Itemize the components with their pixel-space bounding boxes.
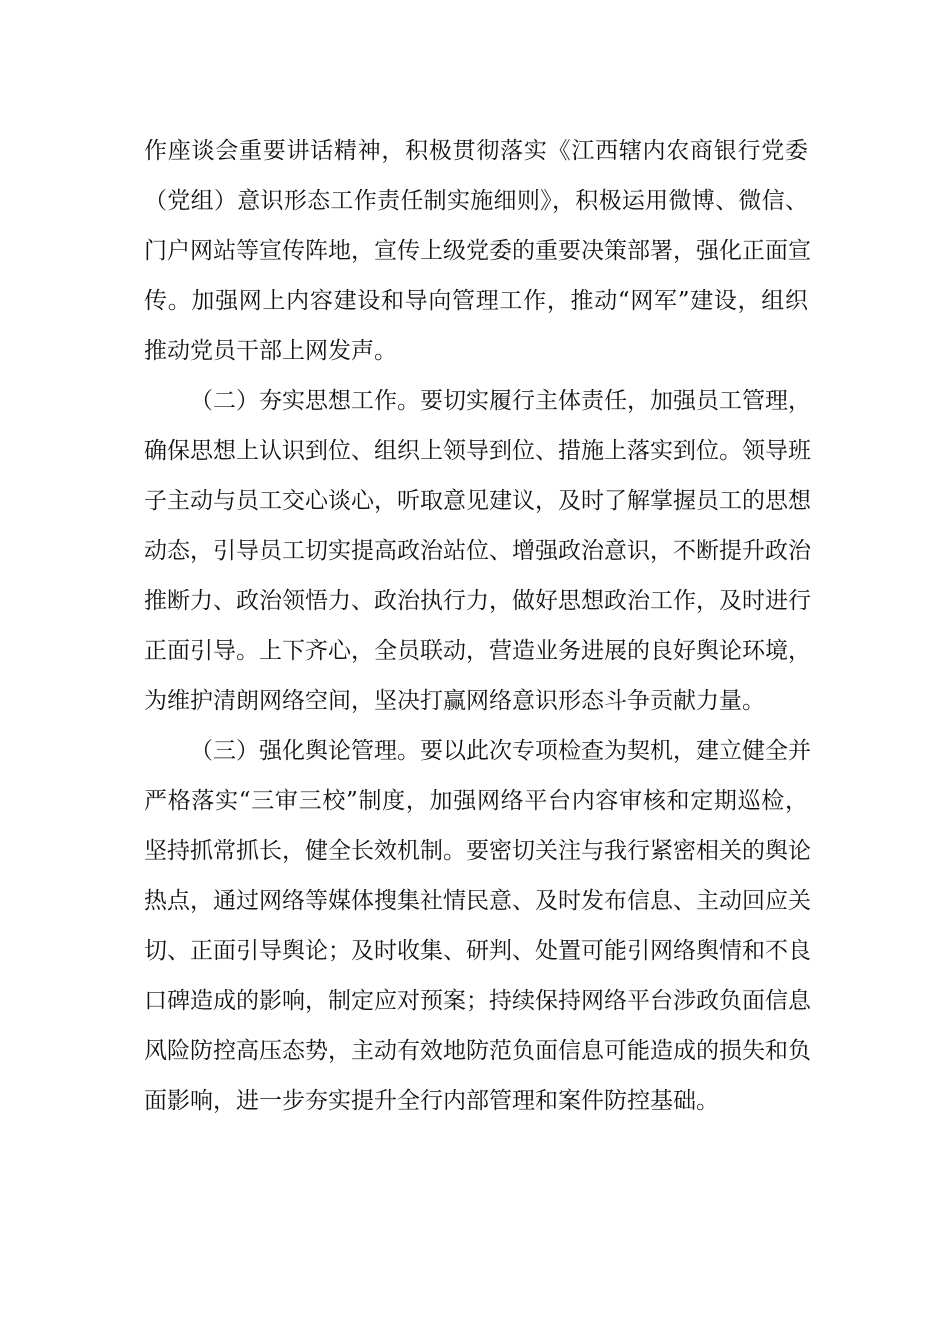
text-line: 推动党员干部上网发声。: [144, 338, 397, 364]
text-line: 推断力、政治领悟力、政治执行力，做好思想政治工作，及时进行: [144, 588, 811, 614]
paragraph-heading-line: （三）强化舆论管理。要以此次专项检查为契机，建立健全并: [190, 738, 811, 764]
text-line: 风险防控高压态势，主动有效地防范负面信息可能造成的损失和负: [144, 1038, 811, 1064]
text-line: 热点，通过网络等媒体搜集社情民意、及时发布信息、主动回应关: [144, 888, 811, 914]
text-line: 为维护清朗网络空间，坚决打赢网络意识形态斗争贡献力量。: [144, 688, 765, 714]
text-line: 面影响，进一步夯实提升全行内部管理和案件防控基础。: [144, 1088, 719, 1114]
text-line: （党组）意识形态工作责任制实施细则》，积极运用微博、微信、: [144, 188, 808, 214]
text-line: 口碑造成的影响，制定应对预案；持续保持网络平台涉政负面信息: [144, 988, 811, 1014]
text-line: 传。加强网上内容建设和导向管理工作，推动“网军”建设，组织: [144, 288, 808, 314]
text-line: 坚持抓常抓长，健全长效机制。要密切关注与我行紧密相关的舆论: [144, 838, 811, 864]
text-line: 切、正面引导舆论；及时收集、研判、处置可能引网络舆情和不良: [144, 938, 811, 964]
text-line: 严格落实“三审三校”制度，加强网络平台内容审核和定期巡检，: [144, 788, 808, 814]
text-line: 门户网站等宣传阵地，宣传上级党委的重要决策部署，强化正面宣: [144, 238, 811, 264]
paragraph-heading-line: （二）夯实思想工作。要切实履行主体责任，加强员工管理，: [190, 388, 811, 414]
text-line: 作座谈会重要讲话精神，积极贯彻落实《江西辖内农商银行党委: [144, 138, 808, 164]
text-line: 确保思想上认识到位、组织上领导到位、措施上落实到位。领导班: [144, 438, 811, 464]
text-line: 动态，引导员工切实提高政治站位、增强政治意识，不断提升政治: [144, 538, 811, 564]
text-line: 子主动与员工交心谈心，听取意见建议，及时了解掌握员工的思想: [144, 488, 811, 514]
text-line: 正面引导。上下齐心，全员联动，营造业务进展的良好舆论环境，: [144, 638, 811, 664]
